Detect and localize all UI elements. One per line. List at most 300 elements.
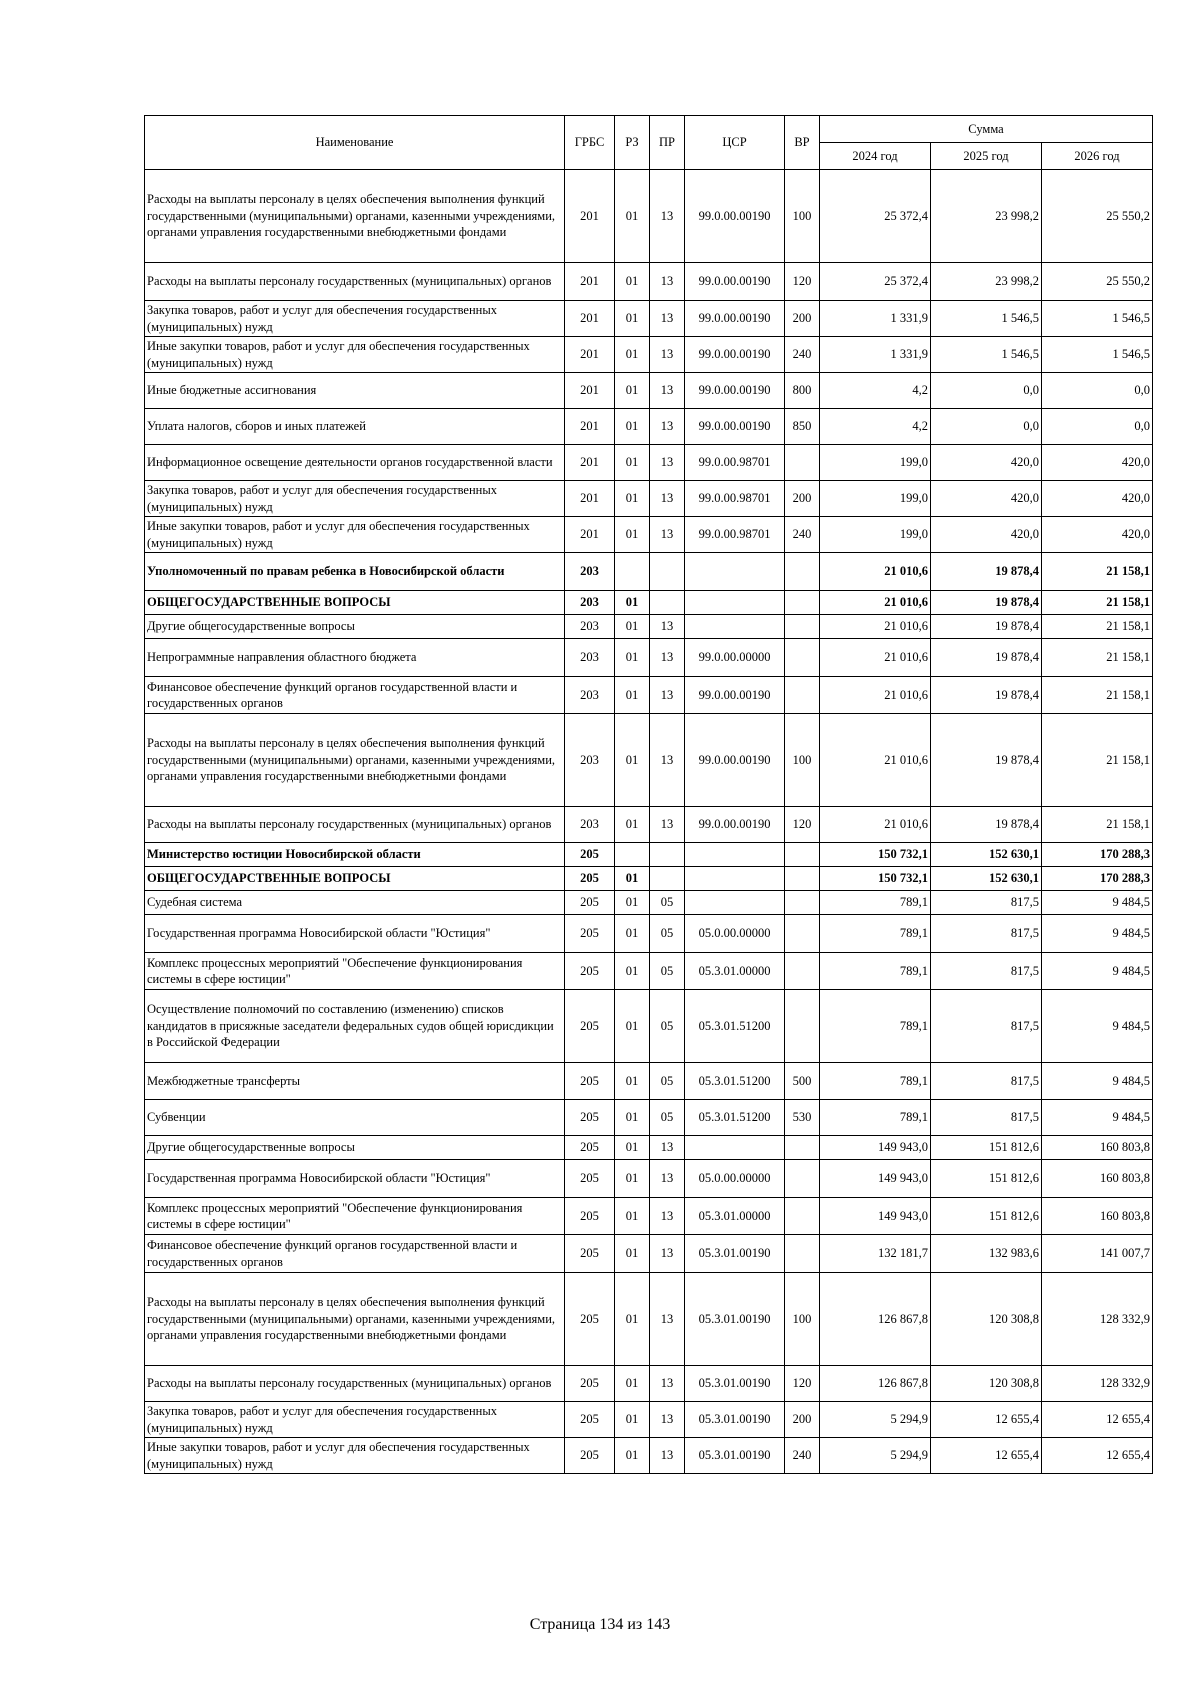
- cell-vr: [785, 639, 820, 677]
- table-row: [145, 843, 1153, 867]
- cell-rz: 01: [615, 1366, 650, 1402]
- cell-name: Другие общегосударственные вопросы: [145, 615, 565, 639]
- cell-y2025: 19 878,4: [931, 615, 1042, 639]
- cell-csr: 05.3.01.00190: [685, 1366, 785, 1402]
- cell-y2025: 0,0: [931, 373, 1042, 409]
- cell-name: Комплекс процессных мероприятий "Обеспечение функционирования системы в сфере юстиции": [145, 1198, 565, 1235]
- cell-rz: 01: [615, 615, 650, 639]
- cell-rz: 01: [615, 714, 650, 807]
- table-row: [145, 263, 1153, 301]
- cell-grbs: 201: [565, 517, 615, 553]
- table-row: [145, 639, 1153, 677]
- cell-vr: [785, 953, 820, 990]
- cell-vr: 100: [785, 1273, 820, 1366]
- cell-name: Государственная программа Новосибирской области "Юстиция": [145, 915, 565, 953]
- cell-rz: 01: [615, 301, 650, 337]
- cell-name: Межбюджетные трансферты: [145, 1063, 565, 1100]
- cell-pr: [650, 591, 685, 615]
- cell-vr: [785, 891, 820, 915]
- cell-csr: 99.0.00.00190: [685, 677, 785, 714]
- cell-y2025: 817,5: [931, 915, 1042, 953]
- cell-csr: 05.0.00.00000: [685, 1160, 785, 1198]
- cell-pr: 13: [650, 1438, 685, 1474]
- cell-vr: [785, 843, 820, 867]
- cell-csr: 99.0.00.00190: [685, 409, 785, 445]
- cell-csr: 05.3.01.00000: [685, 953, 785, 990]
- table-row: [145, 1402, 1153, 1438]
- cell-rz: 01: [615, 1235, 650, 1273]
- cell-vr: 120: [785, 807, 820, 843]
- cell-rz: 01: [615, 409, 650, 445]
- cell-pr: 13: [650, 517, 685, 553]
- cell-y2025: 19 878,4: [931, 807, 1042, 843]
- cell-y2026: 12 655,4: [1042, 1402, 1153, 1438]
- table-row: [145, 615, 1153, 639]
- cell-pr: 13: [650, 1160, 685, 1198]
- cell-y2026: 0,0: [1042, 373, 1153, 409]
- page-number: Страница 134 из 143: [529, 1616, 671, 1633]
- cell-y2024: 132 181,7: [820, 1235, 931, 1273]
- table-row: [145, 373, 1153, 409]
- cell-rz: 01: [615, 517, 650, 553]
- cell-grbs: 203: [565, 677, 615, 714]
- cell-vr: [785, 677, 820, 714]
- cell-csr: 05.3.01.51200: [685, 1063, 785, 1100]
- cell-y2025: 19 878,4: [931, 553, 1042, 591]
- table-row: [145, 807, 1153, 843]
- cell-pr: [650, 843, 685, 867]
- cell-csr: 99.0.00.00190: [685, 373, 785, 409]
- table-row: [145, 553, 1153, 591]
- cell-y2025: 817,5: [931, 990, 1042, 1063]
- cell-y2024: 21 010,6: [820, 553, 931, 591]
- cell-csr: 99.0.00.00000: [685, 639, 785, 677]
- cell-y2026: 9 484,5: [1042, 990, 1153, 1063]
- cell-y2026: 1 546,5: [1042, 301, 1153, 337]
- cell-y2025: 151 812,6: [931, 1160, 1042, 1198]
- cell-y2024: 21 010,6: [820, 591, 931, 615]
- table-row: [145, 990, 1153, 1063]
- cell-y2024: 21 010,6: [820, 677, 931, 714]
- cell-y2025: 120 308,8: [931, 1273, 1042, 1366]
- cell-y2024: 1 331,9: [820, 337, 931, 373]
- cell-name: Непрограммные направления областного бюджета: [145, 639, 565, 677]
- cell-y2025: 152 630,1: [931, 867, 1042, 891]
- header-2025: 2025 год: [931, 143, 1042, 170]
- cell-csr: 05.3.01.00190: [685, 1402, 785, 1438]
- cell-y2026: 21 158,1: [1042, 639, 1153, 677]
- cell-vr: [785, 1198, 820, 1235]
- cell-y2024: 5 294,9: [820, 1402, 931, 1438]
- cell-rz: 01: [615, 1273, 650, 1366]
- cell-pr: [650, 867, 685, 891]
- cell-csr: 05.0.00.00000: [685, 915, 785, 953]
- cell-grbs: 201: [565, 301, 615, 337]
- cell-rz: 01: [615, 867, 650, 891]
- cell-grbs: 205: [565, 915, 615, 953]
- cell-name: Субвенции: [145, 1100, 565, 1136]
- cell-grbs: 203: [565, 714, 615, 807]
- cell-csr: [685, 1136, 785, 1160]
- cell-pr: 13: [650, 639, 685, 677]
- cell-y2026: 170 288,3: [1042, 843, 1153, 867]
- cell-y2024: 789,1: [820, 1100, 931, 1136]
- cell-vr: 240: [785, 517, 820, 553]
- cell-grbs: 203: [565, 807, 615, 843]
- cell-grbs: 205: [565, 891, 615, 915]
- cell-y2024: 789,1: [820, 915, 931, 953]
- header-pr: ПР: [650, 116, 685, 170]
- cell-name: Комплекс процессных мероприятий "Обеспечение функционирования системы в сфере юстиции": [145, 953, 565, 990]
- cell-rz: 01: [615, 1160, 650, 1198]
- table-row: [145, 337, 1153, 373]
- cell-vr: [785, 1235, 820, 1273]
- cell-y2024: 150 732,1: [820, 867, 931, 891]
- table-row: [145, 301, 1153, 337]
- cell-name: Расходы на выплаты персоналу в целях обеспечения выполнения функций государственными (муниципальными) органами, казенными учреждениями, органами управления государственными внебюджетными фондами: [145, 714, 565, 807]
- cell-y2024: 21 010,6: [820, 714, 931, 807]
- cell-grbs: 201: [565, 409, 615, 445]
- table-header: [145, 116, 1153, 170]
- cell-y2024: 25 372,4: [820, 263, 931, 301]
- cell-y2024: 126 867,8: [820, 1366, 931, 1402]
- header-sum: Сумма: [820, 116, 1153, 143]
- cell-rz: 01: [615, 1063, 650, 1100]
- cell-vr: [785, 1160, 820, 1198]
- cell-grbs: 203: [565, 615, 615, 639]
- cell-vr: [785, 553, 820, 591]
- cell-vr: 200: [785, 301, 820, 337]
- cell-csr: 05.3.01.00190: [685, 1235, 785, 1273]
- cell-y2024: 789,1: [820, 891, 931, 915]
- table-row: [145, 170, 1153, 263]
- cell-y2025: 19 878,4: [931, 639, 1042, 677]
- cell-csr: 05.3.01.00000: [685, 1198, 785, 1235]
- cell-name: Расходы на выплаты персоналу в целях обеспечения выполнения функций государственными (муниципальными) органами, казенными учреждениями, органами управления государственными внебюджетными фондами: [145, 170, 565, 263]
- cell-y2025: 0,0: [931, 409, 1042, 445]
- cell-y2025: 23 998,2: [931, 263, 1042, 301]
- cell-y2026: 25 550,2: [1042, 170, 1153, 263]
- cell-y2026: 1 546,5: [1042, 337, 1153, 373]
- header-rz: РЗ: [615, 116, 650, 170]
- cell-y2025: 151 812,6: [931, 1136, 1042, 1160]
- cell-name: Расходы на выплаты персоналу государственных (муниципальных) органов: [145, 263, 565, 301]
- cell-vr: [785, 915, 820, 953]
- cell-y2026: 160 803,8: [1042, 1160, 1153, 1198]
- cell-name: Закупка товаров, работ и услуг для обеспечения государственных (муниципальных) нужд: [145, 301, 565, 337]
- cell-y2024: 1 331,9: [820, 301, 931, 337]
- cell-y2026: 21 158,1: [1042, 714, 1153, 807]
- cell-y2024: 149 943,0: [820, 1160, 931, 1198]
- cell-csr: 99.0.00.98701: [685, 481, 785, 517]
- cell-name: Министерство юстиции Новосибирской области: [145, 843, 565, 867]
- cell-pr: 13: [650, 1235, 685, 1273]
- cell-name: Иные бюджетные ассигнования: [145, 373, 565, 409]
- table-body: [145, 170, 1153, 1474]
- cell-y2024: 4,2: [820, 409, 931, 445]
- cell-y2025: 12 655,4: [931, 1402, 1042, 1438]
- cell-y2024: 149 943,0: [820, 1136, 931, 1160]
- cell-y2026: 420,0: [1042, 445, 1153, 481]
- cell-csr: 05.3.01.51200: [685, 1100, 785, 1136]
- header-name: Наименование: [145, 116, 565, 170]
- cell-name: Расходы на выплаты персоналу государственных (муниципальных) органов: [145, 807, 565, 843]
- cell-y2025: 817,5: [931, 953, 1042, 990]
- cell-pr: 13: [650, 677, 685, 714]
- cell-csr: 99.0.00.00190: [685, 263, 785, 301]
- cell-grbs: 201: [565, 170, 615, 263]
- cell-name: ОБЩЕГОСУДАРСТВЕННЫЕ ВОПРОСЫ: [145, 591, 565, 615]
- cell-vr: 850: [785, 409, 820, 445]
- cell-vr: 800: [785, 373, 820, 409]
- table-row: [145, 915, 1153, 953]
- cell-vr: 120: [785, 263, 820, 301]
- cell-rz: 01: [615, 915, 650, 953]
- cell-pr: 13: [650, 373, 685, 409]
- cell-csr: [685, 867, 785, 891]
- cell-grbs: 201: [565, 481, 615, 517]
- cell-y2024: 199,0: [820, 481, 931, 517]
- cell-y2026: 9 484,5: [1042, 1063, 1153, 1100]
- cell-pr: 13: [650, 1136, 685, 1160]
- cell-pr: 05: [650, 1100, 685, 1136]
- cell-y2026: 25 550,2: [1042, 263, 1153, 301]
- cell-vr: 100: [785, 714, 820, 807]
- cell-rz: 01: [615, 373, 650, 409]
- cell-grbs: 201: [565, 263, 615, 301]
- table-row: [145, 891, 1153, 915]
- cell-csr: [685, 615, 785, 639]
- cell-pr: 13: [650, 1273, 685, 1366]
- cell-pr: 13: [650, 1198, 685, 1235]
- cell-y2026: 9 484,5: [1042, 891, 1153, 915]
- cell-pr: 13: [650, 337, 685, 373]
- table-row: [145, 1100, 1153, 1136]
- cell-y2024: 126 867,8: [820, 1273, 931, 1366]
- cell-rz: 01: [615, 445, 650, 481]
- table-row: [145, 953, 1153, 990]
- table-row: [145, 1063, 1153, 1100]
- cell-name: Иные закупки товаров, работ и услуг для обеспечения государственных (муниципальных) нужд: [145, 1438, 565, 1474]
- cell-y2025: 817,5: [931, 891, 1042, 915]
- header-2026: 2026 год: [1042, 143, 1153, 170]
- cell-y2024: 150 732,1: [820, 843, 931, 867]
- cell-y2026: 170 288,3: [1042, 867, 1153, 891]
- table-row: [145, 1235, 1153, 1273]
- cell-rz: 01: [615, 481, 650, 517]
- cell-y2025: 420,0: [931, 445, 1042, 481]
- cell-csr: [685, 591, 785, 615]
- table-row: [145, 714, 1153, 807]
- header-csr: ЦСР: [685, 116, 785, 170]
- cell-pr: 05: [650, 891, 685, 915]
- table-row: [145, 409, 1153, 445]
- cell-y2024: 149 943,0: [820, 1198, 931, 1235]
- cell-rz: 01: [615, 1100, 650, 1136]
- cell-y2025: 817,5: [931, 1063, 1042, 1100]
- table-row: [145, 517, 1153, 553]
- cell-csr: 05.3.01.00190: [685, 1438, 785, 1474]
- cell-y2024: 21 010,6: [820, 807, 931, 843]
- cell-grbs: 205: [565, 1273, 615, 1366]
- cell-rz: 01: [615, 591, 650, 615]
- cell-y2024: 789,1: [820, 990, 931, 1063]
- cell-grbs: 205: [565, 1438, 615, 1474]
- cell-y2025: 1 546,5: [931, 301, 1042, 337]
- cell-y2026: 21 158,1: [1042, 591, 1153, 615]
- cell-y2025: 420,0: [931, 517, 1042, 553]
- cell-rz: 01: [615, 677, 650, 714]
- cell-name: Государственная программа Новосибирской области "Юстиция": [145, 1160, 565, 1198]
- cell-name: Уполномоченный по правам ребенка в Новосибирской области: [145, 553, 565, 591]
- cell-y2025: 132 983,6: [931, 1235, 1042, 1273]
- cell-pr: [650, 553, 685, 591]
- cell-rz: 01: [615, 953, 650, 990]
- table-row: [145, 1136, 1153, 1160]
- cell-y2026: 420,0: [1042, 517, 1153, 553]
- cell-vr: 120: [785, 1366, 820, 1402]
- cell-csr: 99.0.00.00190: [685, 714, 785, 807]
- cell-pr: 05: [650, 915, 685, 953]
- cell-name: ОБЩЕГОСУДАРСТВЕННЫЕ ВОПРОСЫ: [145, 867, 565, 891]
- cell-grbs: 205: [565, 1136, 615, 1160]
- cell-pr: 13: [650, 714, 685, 807]
- cell-y2026: 21 158,1: [1042, 807, 1153, 843]
- cell-y2026: 128 332,9: [1042, 1366, 1153, 1402]
- cell-grbs: 201: [565, 445, 615, 481]
- cell-grbs: 205: [565, 1063, 615, 1100]
- cell-grbs: 205: [565, 867, 615, 891]
- cell-y2026: 9 484,5: [1042, 1100, 1153, 1136]
- cell-rz: [615, 843, 650, 867]
- table-row: [145, 1273, 1153, 1366]
- cell-y2024: 789,1: [820, 1063, 931, 1100]
- cell-y2026: 128 332,9: [1042, 1273, 1153, 1366]
- table-row: [145, 1438, 1153, 1474]
- cell-name: Закупка товаров, работ и услуг для обеспечения государственных (муниципальных) нужд: [145, 481, 565, 517]
- table-row: [145, 1160, 1153, 1198]
- cell-y2026: 12 655,4: [1042, 1438, 1153, 1474]
- header-vr: ВР: [785, 116, 820, 170]
- cell-rz: 01: [615, 1402, 650, 1438]
- cell-y2025: 19 878,4: [931, 714, 1042, 807]
- cell-pr: 13: [650, 481, 685, 517]
- cell-grbs: 201: [565, 337, 615, 373]
- cell-y2025: 817,5: [931, 1100, 1042, 1136]
- cell-rz: 01: [615, 337, 650, 373]
- cell-grbs: 203: [565, 639, 615, 677]
- cell-vr: 200: [785, 481, 820, 517]
- cell-name: Уплата налогов, сборов и иных платежей: [145, 409, 565, 445]
- cell-vr: [785, 615, 820, 639]
- cell-vr: [785, 1136, 820, 1160]
- cell-pr: 05: [650, 1063, 685, 1100]
- cell-pr: 13: [650, 170, 685, 263]
- cell-vr: 200: [785, 1402, 820, 1438]
- cell-csr: [685, 553, 785, 591]
- cell-grbs: 201: [565, 373, 615, 409]
- cell-csr: [685, 891, 785, 915]
- cell-csr: 99.0.00.00190: [685, 170, 785, 263]
- cell-pr: 13: [650, 445, 685, 481]
- cell-y2025: 151 812,6: [931, 1198, 1042, 1235]
- cell-grbs: 203: [565, 553, 615, 591]
- cell-y2026: 21 158,1: [1042, 553, 1153, 591]
- cell-grbs: 205: [565, 990, 615, 1063]
- cell-y2024: 199,0: [820, 517, 931, 553]
- cell-rz: [615, 553, 650, 591]
- cell-name: Судебная система: [145, 891, 565, 915]
- table-row: [145, 591, 1153, 615]
- cell-y2024: 25 372,4: [820, 170, 931, 263]
- cell-name: Финансовое обеспечение функций органов государственной власти и государственных органов: [145, 677, 565, 714]
- cell-y2025: 152 630,1: [931, 843, 1042, 867]
- cell-y2024: 21 010,6: [820, 639, 931, 677]
- table-row: [145, 445, 1153, 481]
- cell-y2025: 23 998,2: [931, 170, 1042, 263]
- cell-y2024: 5 294,9: [820, 1438, 931, 1474]
- cell-grbs: 205: [565, 953, 615, 990]
- cell-rz: 01: [615, 1438, 650, 1474]
- cell-grbs: 205: [565, 1402, 615, 1438]
- cell-y2025: 120 308,8: [931, 1366, 1042, 1402]
- cell-rz: 01: [615, 807, 650, 843]
- cell-y2026: 420,0: [1042, 481, 1153, 517]
- cell-rz: 01: [615, 1198, 650, 1235]
- cell-csr: 05.3.01.00190: [685, 1273, 785, 1366]
- cell-y2026: 160 803,8: [1042, 1198, 1153, 1235]
- header-2024: 2024 год: [820, 143, 931, 170]
- cell-rz: 01: [615, 639, 650, 677]
- cell-y2026: 21 158,1: [1042, 615, 1153, 639]
- cell-csr: 99.0.00.00190: [685, 807, 785, 843]
- cell-csr: 99.0.00.00190: [685, 337, 785, 373]
- table-row: [145, 677, 1153, 714]
- cell-name: Расходы на выплаты персоналу в целях обеспечения выполнения функций государственными (муниципальными) органами, казенными учреждениями, органами управления государственными внебюджетными фондами: [145, 1273, 565, 1366]
- table-row: [145, 1198, 1153, 1235]
- cell-grbs: 205: [565, 843, 615, 867]
- cell-csr: 99.0.00.98701: [685, 445, 785, 481]
- cell-y2024: 789,1: [820, 953, 931, 990]
- cell-pr: 13: [650, 301, 685, 337]
- cell-y2026: 9 484,5: [1042, 915, 1153, 953]
- cell-y2026: 0,0: [1042, 409, 1153, 445]
- cell-y2026: 141 007,7: [1042, 1235, 1153, 1273]
- cell-rz: 01: [615, 1136, 650, 1160]
- cell-rz: 01: [615, 170, 650, 263]
- cell-csr: 99.0.00.00190: [685, 301, 785, 337]
- cell-rz: 01: [615, 891, 650, 915]
- table-row: [145, 1366, 1153, 1402]
- cell-name: Расходы на выплаты персоналу государственных (муниципальных) органов: [145, 1366, 565, 1402]
- cell-name: Информационное освещение деятельности органов государственной власти: [145, 445, 565, 481]
- cell-pr: 13: [650, 1366, 685, 1402]
- cell-y2025: 19 878,4: [931, 591, 1042, 615]
- cell-y2026: 160 803,8: [1042, 1136, 1153, 1160]
- cell-pr: 13: [650, 409, 685, 445]
- cell-grbs: 205: [565, 1100, 615, 1136]
- cell-y2025: 12 655,4: [931, 1438, 1042, 1474]
- cell-name: Финансовое обеспечение функций органов государственной власти и государственных органов: [145, 1235, 565, 1273]
- cell-vr: 530: [785, 1100, 820, 1136]
- cell-grbs: 203: [565, 591, 615, 615]
- cell-pr: 05: [650, 953, 685, 990]
- cell-pr: 13: [650, 1402, 685, 1438]
- cell-csr: 99.0.00.98701: [685, 517, 785, 553]
- cell-vr: [785, 445, 820, 481]
- cell-pr: 05: [650, 990, 685, 1063]
- cell-vr: 500: [785, 1063, 820, 1100]
